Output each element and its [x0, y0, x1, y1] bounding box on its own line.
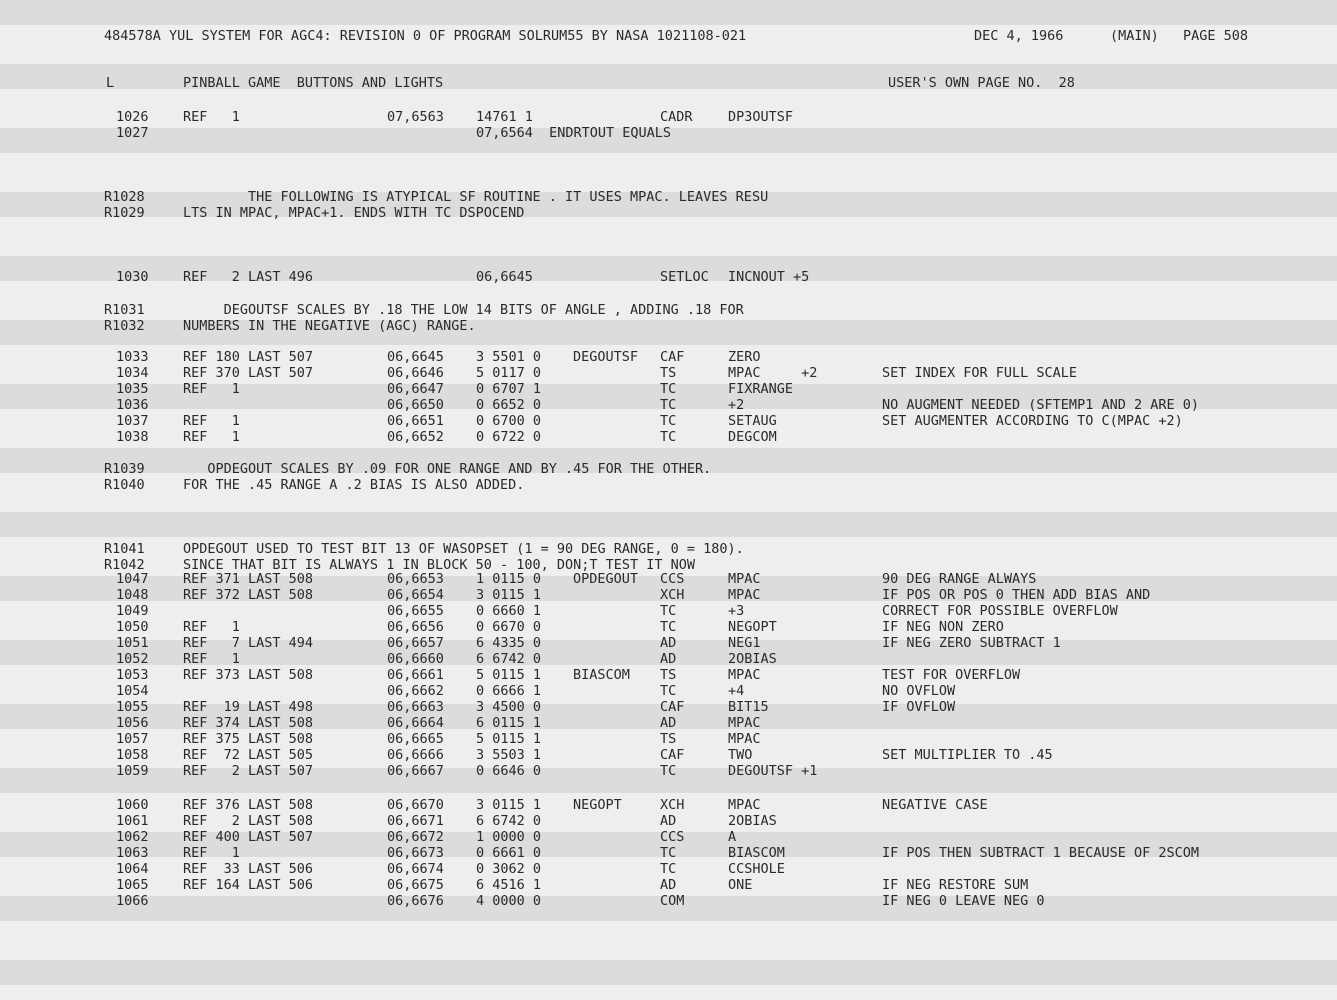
remark-text: LTS IN MPAC, MPAC+1. ENDS WITH TC DSPOCEND [183, 205, 525, 221]
line-operand: TWO [728, 747, 753, 763]
line-label: NEGOPT [573, 797, 622, 813]
line-num: 1027 [116, 125, 149, 141]
line-comment: NO AUGMENT NEEDED (SFTEMP1 AND 2 ARE 0) [882, 397, 1199, 413]
line-octal: 0 6722 0 [476, 429, 542, 445]
line-addr: 06,6676 [387, 893, 444, 909]
line-addr: 06,6664 [387, 715, 444, 731]
line-comment: 90 DEG RANGE ALWAYS [882, 571, 1037, 587]
remark-line-number: R1039 [104, 461, 145, 477]
line-op: TC [660, 619, 677, 635]
remark-line-number: R1032 [104, 318, 145, 334]
code-line [0, 603, 1337, 619]
line-octal: 0 6700 0 [476, 413, 542, 429]
line-num: 1048 [116, 587, 149, 603]
remark-line [0, 189, 1337, 205]
code-line [0, 619, 1337, 635]
line-ref: REF 1 [183, 845, 240, 861]
line-num: 1035 [116, 381, 149, 397]
line-octal: 14761 1 [476, 109, 533, 125]
line-op: AD [660, 651, 677, 667]
code-line [0, 893, 1337, 909]
line-operand: BIT15 [728, 699, 769, 715]
line-op: TC [660, 397, 677, 413]
line-addr: 06,6654 [387, 587, 444, 603]
header-date: DEC 4, 1966 [974, 28, 1064, 44]
code-line [0, 651, 1337, 667]
line-operand: A [728, 829, 737, 845]
line-octal: 6 4516 1 [476, 877, 542, 893]
line-ref: REF 1 [183, 651, 240, 667]
code-line [0, 125, 1337, 141]
remark-text: NUMBERS IN THE NEGATIVE (AGC) RANGE. [183, 318, 476, 334]
line-num: 1054 [116, 683, 149, 699]
line-operand: NEGOPT [728, 619, 777, 635]
line-operand: DP3OUTSF [728, 109, 794, 125]
line-octal: 0 6646 0 [476, 763, 542, 779]
line-label: BIASCOM [573, 667, 630, 683]
line-comment: CORRECT FOR POSSIBLE OVERFLOW [882, 603, 1118, 619]
line-comment: SET MULTIPLIER TO .45 [882, 747, 1053, 763]
line-octal: 6 4335 0 [476, 635, 542, 651]
line-ref: REF 1 [183, 381, 240, 397]
line-operand: MPAC [728, 587, 761, 603]
remark-text: THE FOLLOWING IS ATYPICAL SF ROUTINE . IT USES MPAC. LEAVES RESU [183, 189, 769, 205]
line-label: OPDEGOUT [573, 571, 639, 587]
line-octal: 6 6742 0 [476, 813, 542, 829]
line-octal: 5 0117 0 [476, 365, 542, 381]
line-num: 1063 [116, 845, 149, 861]
line-octal: 0 6670 0 [476, 619, 542, 635]
line-octal: 0 6666 1 [476, 683, 542, 699]
remark-line-number: R1031 [104, 302, 145, 318]
line-op: COM [660, 893, 685, 909]
code-line [0, 715, 1337, 731]
line-addr: 06,6660 [387, 651, 444, 667]
line-addr: 06,6675 [387, 877, 444, 893]
line-num: 1036 [116, 397, 149, 413]
line-octal: 07,6564 ENDRTOUT EQUALS [476, 125, 672, 141]
line-addr: 06,6672 [387, 829, 444, 845]
line-addr: 06,6653 [387, 571, 444, 587]
line-num: 1026 [116, 109, 149, 125]
line-comment: IF NEG 0 LEAVE NEG 0 [882, 893, 1045, 909]
line-ref: REF 372 LAST 508 [183, 587, 314, 603]
line-op: TC [660, 429, 677, 445]
line-addr: 06,6674 [387, 861, 444, 877]
code-line [0, 429, 1337, 445]
line-octal: 3 4500 0 [476, 699, 542, 715]
line-op: CCS [660, 571, 685, 587]
header-main: (MAIN) [1110, 28, 1159, 44]
line-num: 1047 [116, 571, 149, 587]
line-operand: CCSHOLE [728, 861, 785, 877]
section-title: PINBALL GAME BUTTONS AND LIGHTS [183, 75, 444, 91]
line-ref: REF 1 [183, 619, 240, 635]
line-num: 1030 [116, 269, 149, 285]
line-ref: REF 180 LAST 507 [183, 349, 314, 365]
line-num: 1038 [116, 429, 149, 445]
line-ref: REF 2 LAST 508 [183, 813, 314, 829]
line-op: TS [660, 731, 677, 747]
line-octal: 0 6652 0 [476, 397, 542, 413]
line-ref: REF 374 LAST 508 [183, 715, 314, 731]
line-num: 1055 [116, 699, 149, 715]
line-addr: 06,6662 [387, 683, 444, 699]
line-operand: 2OBIAS [728, 813, 777, 829]
line-op: XCH [660, 587, 685, 603]
code-line [0, 587, 1337, 603]
line-operand: ONE [728, 877, 753, 893]
line-addr: 06,6666 [387, 747, 444, 763]
line-comment: IF NEG ZERO SUBTRACT 1 [882, 635, 1061, 651]
line-num: 1033 [116, 349, 149, 365]
code-line [0, 699, 1337, 715]
line-ref: REF 1 [183, 413, 240, 429]
line-num: 1060 [116, 797, 149, 813]
line-octal: 5 0115 1 [476, 731, 542, 747]
line-octal: 0 6660 1 [476, 603, 542, 619]
line-addr: 06,6661 [387, 667, 444, 683]
line-comment: IF POS OR POS 0 THEN ADD BIAS AND [882, 587, 1151, 603]
line-ref: REF 400 LAST 507 [183, 829, 314, 845]
line-octal: 5 0115 1 [476, 667, 542, 683]
line-op: CADR [660, 109, 693, 125]
line-operand: SETAUG [728, 413, 777, 429]
line-num: 1062 [116, 829, 149, 845]
remark-line [0, 477, 1337, 493]
line-operand: +2 [728, 397, 745, 413]
line-ref: REF 371 LAST 508 [183, 571, 314, 587]
line-op: TS [660, 365, 677, 381]
line-octal: 0 3062 0 [476, 861, 542, 877]
remark-line-number: R1041 [104, 541, 145, 557]
code-line [0, 813, 1337, 829]
line-op: AD [660, 715, 677, 731]
line-octal: 1 0000 0 [476, 829, 542, 845]
line-operand: DEGOUTSF +1 [728, 763, 818, 779]
line-ref: REF 2 LAST 507 [183, 763, 314, 779]
line-num: 1061 [116, 813, 149, 829]
line-num: 1051 [116, 635, 149, 651]
line-operand: ZERO [728, 349, 761, 365]
code-line [0, 571, 1337, 587]
line-octal: 6 0115 1 [476, 715, 542, 731]
line-operand: NEG1 [728, 635, 761, 651]
header-system-line: 484578A YUL SYSTEM FOR AGC4: REVISION 0 OF PROGRAM SOLRUM55 BY NASA 1021108-021 [104, 28, 747, 44]
line-operand: MPAC [728, 715, 761, 731]
line-op: AD [660, 813, 677, 829]
line-label: DEGOUTSF [573, 349, 639, 365]
line-ref: REF 375 LAST 508 [183, 731, 314, 747]
remark-line-number: R1029 [104, 205, 145, 221]
line-addr: 06,6647 [387, 381, 444, 397]
remark-line [0, 541, 1337, 557]
line-octal: 1 0115 0 [476, 571, 542, 587]
remark-text: OPDEGOUT SCALES BY .09 FOR ONE RANGE AND BY .45 FOR THE OTHER. [183, 461, 712, 477]
line-addr: 07,6563 [387, 109, 444, 125]
line-operand: MPAC [728, 571, 761, 587]
line-op: XCH [660, 797, 685, 813]
line-op: TC [660, 861, 677, 877]
code-line [0, 845, 1337, 861]
line-num: 1053 [116, 667, 149, 683]
line-addr: 06,6645 [387, 349, 444, 365]
line-num: 1034 [116, 365, 149, 381]
line-num: 1056 [116, 715, 149, 731]
line-comment: SET AUGMENTER ACCORDING TO C(MPAC +2) [882, 413, 1183, 429]
line-addr: 06,6650 [387, 397, 444, 413]
remark-line [0, 302, 1337, 318]
line-octal: 0 6661 0 [476, 845, 542, 861]
line-ref: REF 164 LAST 506 [183, 877, 314, 893]
line-comment: IF OVFLOW [882, 699, 956, 715]
code-line [0, 109, 1337, 125]
remark-line [0, 205, 1337, 221]
line-op: CAF [660, 699, 685, 715]
line-ref: REF 370 LAST 507 [183, 365, 314, 381]
users-own-page: USER'S OWN PAGE NO. 28 [888, 75, 1075, 91]
line-octal: 6 6742 0 [476, 651, 542, 667]
line-ref: REF 373 LAST 508 [183, 667, 314, 683]
line-op: AD [660, 877, 677, 893]
line-addr: 06,6671 [387, 813, 444, 829]
line-num: 1065 [116, 877, 149, 893]
line-num: 1066 [116, 893, 149, 909]
line-num: 1059 [116, 763, 149, 779]
remark-text: FOR THE .45 RANGE A .2 BIAS IS ALSO ADDED. [183, 477, 525, 493]
line-ref: REF 2 LAST 496 [183, 269, 314, 285]
line-ref: REF 376 LAST 508 [183, 797, 314, 813]
code-line [0, 731, 1337, 747]
line-op: TC [660, 683, 677, 699]
line-addr: 06,6667 [387, 763, 444, 779]
line-comment: IF NEG NON ZERO [882, 619, 1004, 635]
code-line [0, 797, 1337, 813]
line-comment: IF POS THEN SUBTRACT 1 BECAUSE OF 2SCOM [882, 845, 1199, 861]
line-octal: 06,6645 [476, 269, 533, 285]
line-addr: 06,6657 [387, 635, 444, 651]
line-addr: 06,6646 [387, 365, 444, 381]
line-comment: IF NEG RESTORE SUM [882, 877, 1029, 893]
line-op: TS [660, 667, 677, 683]
line-octal: 3 5503 1 [476, 747, 542, 763]
line-comment: NO OVFLOW [882, 683, 956, 699]
line-operand: 2OBIAS [728, 651, 777, 667]
line-octal: 0 6707 1 [476, 381, 542, 397]
remark-line-number: R1042 [104, 557, 145, 573]
line-num: 1049 [116, 603, 149, 619]
line-addr: 06,6651 [387, 413, 444, 429]
subheader [0, 75, 1337, 91]
line-op: TC [660, 381, 677, 397]
line-comment: NEGATIVE CASE [882, 797, 988, 813]
line-ref: REF 72 LAST 505 [183, 747, 314, 763]
line-operand: +3 [728, 603, 745, 619]
line-ref: REF 19 LAST 498 [183, 699, 314, 715]
code-line [0, 747, 1337, 763]
remark-text: SINCE THAT BIT IS ALWAYS 1 IN BLOCK 50 - 100, DON;T TEST IT NOW [183, 557, 696, 573]
line-operand: MPAC [728, 731, 761, 747]
line-octal: 4 0000 0 [476, 893, 542, 909]
line-ref: REF 7 LAST 494 [183, 635, 314, 651]
line-addr: 06,6665 [387, 731, 444, 747]
code-line [0, 667, 1337, 683]
code-line [0, 365, 1337, 381]
line-octal: 3 5501 0 [476, 349, 542, 365]
line-num: 1064 [116, 861, 149, 877]
line-operand: FIXRANGE [728, 381, 794, 397]
line-addr: 06,6673 [387, 845, 444, 861]
line-operand: INCNOUT +5 [728, 269, 810, 285]
remark-line-number: R1028 [104, 189, 145, 205]
line-addr: 06,6656 [387, 619, 444, 635]
line-comment: TEST FOR OVERFLOW [882, 667, 1021, 683]
line-operand: MPAC [728, 667, 761, 683]
line-num: 1058 [116, 747, 149, 763]
header-page-number: PAGE 508 [1183, 28, 1249, 44]
code-line [0, 683, 1337, 699]
code-line [0, 349, 1337, 365]
line-num: 1037 [116, 413, 149, 429]
line-addr: 06,6670 [387, 797, 444, 813]
line-op: TC [660, 603, 677, 619]
line-op: TC [660, 413, 677, 429]
line-ref: REF 33 LAST 506 [183, 861, 314, 877]
remark-line-number: R1040 [104, 477, 145, 493]
code-line [0, 635, 1337, 651]
remark-text: OPDEGOUT USED TO TEST BIT 13 OF WASOPSET (1 = 90 DEG RANGE, 0 = 180). [183, 541, 744, 557]
remark-line [0, 461, 1337, 477]
code-line [0, 397, 1337, 413]
line-octal: 3 0115 1 [476, 587, 542, 603]
code-line [0, 861, 1337, 877]
line-ref: REF 1 [183, 109, 240, 125]
line-num: 1052 [116, 651, 149, 667]
line-num: 1050 [116, 619, 149, 635]
remark-text: DEGOUTSF SCALES BY .18 THE LOW 14 BITS OF ANGLE , ADDING .18 FOR [183, 302, 744, 318]
line-op: SETLOC [660, 269, 709, 285]
code-line [0, 413, 1337, 429]
line-op: CCS [660, 829, 685, 845]
line-num: 1057 [116, 731, 149, 747]
line-operand: MPAC [728, 797, 761, 813]
code-line [0, 829, 1337, 845]
line-comment: SET INDEX FOR FULL SCALE [882, 365, 1078, 381]
line-op: TC [660, 763, 677, 779]
remark-line [0, 318, 1337, 334]
code-line [0, 877, 1337, 893]
line-op: CAF [660, 747, 685, 763]
line-addr: 06,6655 [387, 603, 444, 619]
line-op: AD [660, 635, 677, 651]
line-operand: BIASCOM [728, 845, 785, 861]
line-op: TC [660, 845, 677, 861]
line-operand: +4 [728, 683, 745, 699]
line-addr: 06,6663 [387, 699, 444, 715]
code-line [0, 381, 1337, 397]
line-ref: REF 1 [183, 429, 240, 445]
code-line [0, 763, 1337, 779]
line-octal: 3 0115 1 [476, 797, 542, 813]
code-line [0, 269, 1337, 285]
line-op: CAF [660, 349, 685, 365]
line-operand: MPAC +2 [728, 365, 818, 381]
line-operand: DEGCOM [728, 429, 777, 445]
page-header [0, 28, 1337, 44]
line-addr: 06,6652 [387, 429, 444, 445]
subheader-tag: L [106, 75, 115, 91]
